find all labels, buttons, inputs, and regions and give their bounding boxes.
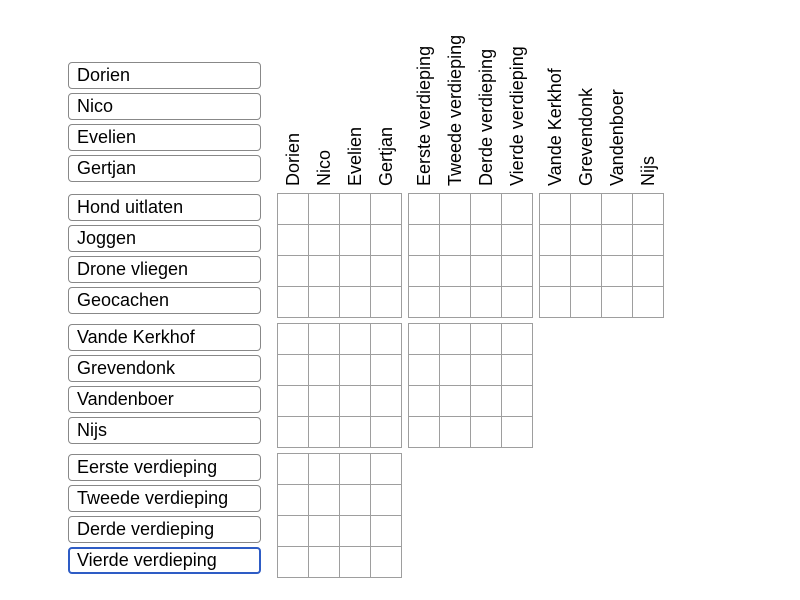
grid-cell[interactable]: [309, 547, 340, 578]
column-header: Nico: [314, 149, 334, 186]
grid-cell[interactable]: [278, 287, 309, 318]
column-header: Nijs: [638, 156, 658, 186]
grid-cell[interactable]: [309, 454, 340, 485]
grid-cell[interactable]: [340, 485, 371, 516]
grid-cell[interactable]: [440, 386, 471, 417]
grid-cell[interactable]: [409, 417, 440, 448]
category-group-surnames: [68, 324, 261, 448]
grid-cell[interactable]: [278, 324, 309, 355]
grid-cell[interactable]: [471, 417, 502, 448]
grid-cell[interactable]: [409, 256, 440, 287]
grid-cell[interactable]: [340, 256, 371, 287]
grid-cell[interactable]: [340, 386, 371, 417]
grid-cell[interactable]: [440, 355, 471, 386]
grid-block-surnames-names: [277, 323, 402, 448]
grid-cell[interactable]: [371, 516, 402, 547]
grid-cell[interactable]: [278, 256, 309, 287]
grid-cell[interactable]: [440, 194, 471, 225]
grid-cell[interactable]: [502, 386, 533, 417]
grid-cell[interactable]: [471, 256, 502, 287]
grid-cell[interactable]: [471, 225, 502, 256]
grid-cell[interactable]: [371, 547, 402, 578]
grid-cell[interactable]: [309, 194, 340, 225]
grid-cell[interactable]: [471, 386, 502, 417]
grid-cell[interactable]: [278, 386, 309, 417]
grid-cell[interactable]: [502, 256, 533, 287]
column-header: Vierde verdieping: [507, 46, 527, 186]
category-group-activities: [68, 194, 261, 318]
grid-cell[interactable]: [309, 386, 340, 417]
category-item-box-focused[interactable]: Vierde verdieping: [68, 547, 261, 574]
category-group-floors: [68, 454, 261, 578]
grid-block-surnames-floors: [408, 323, 533, 448]
grid-cell[interactable]: [278, 485, 309, 516]
grid-cell[interactable]: [340, 454, 371, 485]
grid-cell[interactable]: [371, 194, 402, 225]
grid-cell[interactable]: [371, 417, 402, 448]
grid-cell[interactable]: [502, 324, 533, 355]
category-item-box[interactable]: Grevendonk: [68, 355, 261, 382]
column-header-group-floors: [408, 8, 533, 186]
grid-cell[interactable]: [371, 287, 402, 318]
grid-cell[interactable]: [571, 225, 602, 256]
grid-cell[interactable]: [471, 355, 502, 386]
grid-block-activities-floors: [408, 193, 533, 318]
grid-cell[interactable]: [602, 194, 633, 225]
grid-cell[interactable]: [540, 194, 571, 225]
category-item-box[interactable]: Dorien: [68, 62, 261, 89]
grid-cell[interactable]: [371, 386, 402, 417]
grid-cell[interactable]: [571, 256, 602, 287]
grid-cell[interactable]: [371, 256, 402, 287]
grid-cell[interactable]: [540, 256, 571, 287]
grid-cell[interactable]: [309, 355, 340, 386]
grid-cell[interactable]: [602, 287, 633, 318]
category-item-box[interactable]: Vandenboer: [68, 386, 261, 413]
grid-block-activities-surnames: [539, 193, 664, 318]
column-header: Vande Kerkhof: [545, 68, 565, 186]
category-item-box[interactable]: Gertjan: [68, 155, 261, 182]
grid-cell[interactable]: [409, 355, 440, 386]
grid-cell[interactable]: [278, 417, 309, 448]
column-header: Dorien: [283, 132, 303, 186]
grid-cell[interactable]: [471, 324, 502, 355]
column-header-group-surnames: [539, 8, 664, 186]
grid-cell[interactable]: [633, 256, 664, 287]
grid-cell[interactable]: [278, 194, 309, 225]
grid-cell[interactable]: [309, 516, 340, 547]
grid-cell[interactable]: [409, 287, 440, 318]
category-item-box[interactable]: Derde verdieping: [68, 516, 261, 543]
grid-cell[interactable]: [633, 194, 664, 225]
grid-cell[interactable]: [371, 485, 402, 516]
grid-cell[interactable]: [440, 225, 471, 256]
grid-cell[interactable]: [340, 287, 371, 318]
grid-cell[interactable]: [309, 287, 340, 318]
grid-cell[interactable]: [309, 256, 340, 287]
column-header: Tweede verdieping: [445, 34, 465, 186]
category-item-box[interactable]: Eerste verdieping: [68, 454, 261, 481]
grid-cell[interactable]: [309, 417, 340, 448]
grid-cell[interactable]: [278, 547, 309, 578]
grid-block-activities-names: [277, 193, 402, 318]
category-item-box[interactable]: Hond uitlaten: [68, 194, 261, 221]
category-item-box[interactable]: Drone vliegen: [68, 256, 261, 283]
grid-cell[interactable]: [502, 225, 533, 256]
grid-cell[interactable]: [571, 194, 602, 225]
grid-cell[interactable]: [309, 225, 340, 256]
grid-cell[interactable]: [340, 194, 371, 225]
grid-cell[interactable]: [340, 417, 371, 448]
grid-cell[interactable]: [471, 287, 502, 318]
column-header: Derde verdieping: [476, 48, 496, 186]
grid-cell[interactable]: [502, 287, 533, 318]
grid-cell[interactable]: [340, 516, 371, 547]
grid-cell[interactable]: [502, 417, 533, 448]
grid-cell[interactable]: [440, 287, 471, 318]
category-item-box[interactable]: Evelien: [68, 124, 261, 151]
category-item-box[interactable]: Joggen: [68, 225, 261, 252]
grid-cell[interactable]: [540, 225, 571, 256]
category-item-box[interactable]: Tweede verdieping: [68, 485, 261, 512]
grid-cell[interactable]: [340, 355, 371, 386]
grid-cell[interactable]: [340, 324, 371, 355]
grid-cell[interactable]: [440, 417, 471, 448]
grid-cell[interactable]: [409, 324, 440, 355]
grid-cell[interactable]: [633, 287, 664, 318]
column-header: Gertjan: [376, 126, 396, 186]
column-header: Grevendonk: [576, 87, 596, 186]
grid-cell[interactable]: [409, 386, 440, 417]
grid-cell[interactable]: [540, 287, 571, 318]
category-item-box[interactable]: Geocachen: [68, 287, 261, 314]
category-item-box[interactable]: Nico: [68, 93, 261, 120]
grid-cell[interactable]: [409, 194, 440, 225]
grid-cell[interactable]: [371, 454, 402, 485]
grid-cell[interactable]: [278, 225, 309, 256]
column-header: Vandenboer: [607, 89, 627, 186]
column-header: Eerste verdieping: [414, 45, 434, 186]
grid-cell[interactable]: [278, 454, 309, 485]
grid-cell[interactable]: [633, 225, 664, 256]
grid-cell[interactable]: [471, 194, 502, 225]
grid-cell[interactable]: [571, 287, 602, 318]
grid-cell[interactable]: [602, 256, 633, 287]
grid-cell[interactable]: [278, 516, 309, 547]
column-header: Evelien: [345, 126, 365, 186]
grid-cell[interactable]: [371, 225, 402, 256]
category-item-box[interactable]: Vande Kerkhof: [68, 324, 261, 351]
category-item-box[interactable]: Nijs: [68, 417, 261, 444]
column-header-group-names: [277, 8, 402, 186]
grid-cell[interactable]: [502, 194, 533, 225]
grid-cell[interactable]: [340, 225, 371, 256]
grid-cell[interactable]: [309, 324, 340, 355]
grid-cell[interactable]: [440, 324, 471, 355]
grid-cell[interactable]: [371, 324, 402, 355]
grid-cell[interactable]: [502, 355, 533, 386]
category-group-names: [68, 62, 261, 186]
grid-cell[interactable]: [309, 485, 340, 516]
grid-cell[interactable]: [340, 547, 371, 578]
grid-block-floors-names: [277, 453, 402, 578]
grid-cell[interactable]: [278, 355, 309, 386]
grid-cell[interactable]: [371, 355, 402, 386]
grid-cell[interactable]: [409, 225, 440, 256]
grid-cell[interactable]: [440, 256, 471, 287]
grid-cell[interactable]: [602, 225, 633, 256]
